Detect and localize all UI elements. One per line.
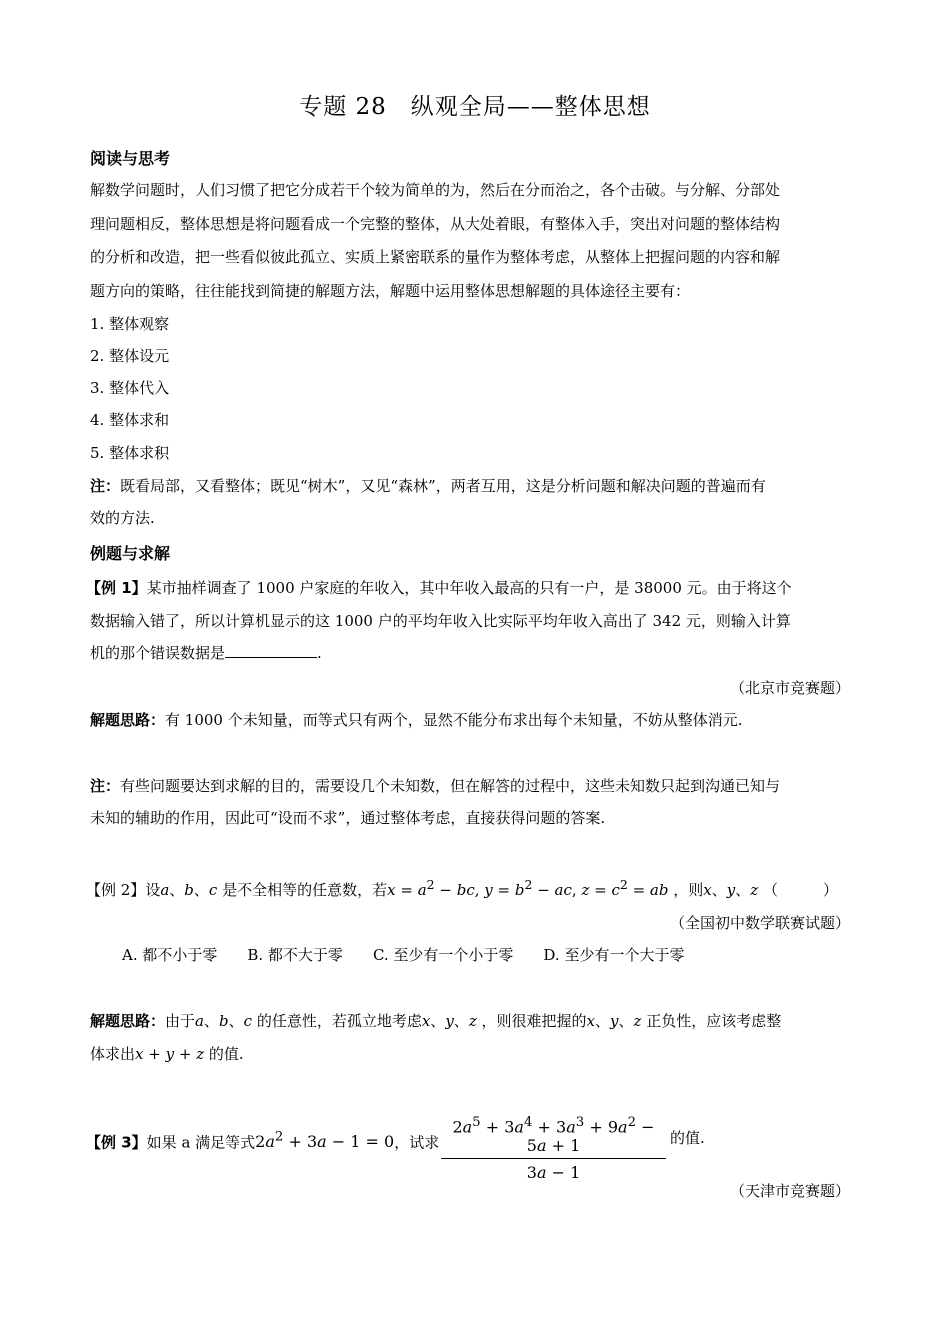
note	[90, 776, 780, 796]
hint: 解题思路：由于a、b、c 的任意性，若孤立地考虑x、y、z ，则很难把握的x、y、z 正负性，应该考虑整	[90, 1012, 782, 1030]
paragraph-line: 的分析和改造，把一些看似彼此孤立、实质上紧密联系的量作为整体考虑，从整体上把握问题的内容和解	[90, 248, 781, 266]
example-label: 【例 1】	[86, 579, 147, 597]
example-text: ，试求	[394, 1133, 440, 1152]
option-a[interactable]: A. 都不小于零	[122, 946, 218, 964]
fraction-numerator: $2a^5 + 3a^4 + 3a^3 + 9a^2 - 5a + 1$	[441, 1115, 666, 1159]
example-text: 如果 a 满足等式	[146, 1133, 256, 1152]
example-label: 【例 3】	[86, 1133, 147, 1152]
math-expression: y	[726, 881, 736, 899]
example-text: 是不全相等的任意数，若	[222, 881, 388, 899]
math-expression: y	[610, 1012, 619, 1030]
hint-text: 的值.	[208, 1045, 244, 1063]
example-text: ，则	[673, 881, 704, 899]
math-expression: b	[219, 1012, 229, 1030]
example-text: 数据输入错了，所以计算机显示的这 1000 户的平均年收入比实际平均年收入高出了 342 元，则输入计算	[90, 612, 791, 630]
source-citation: （天津市竞赛题）	[729, 1182, 850, 1200]
hint	[90, 710, 743, 730]
math-expression: b	[184, 881, 194, 899]
paragraph-line: 解数学问题时，人们习惯了把它分成若干个较为简单的为，然后在分而治之，各个击破。与分解、分部处	[90, 181, 781, 199]
source-citation: （北京市竞赛题）	[729, 679, 850, 697]
hint-continued	[90, 1044, 244, 1064]
hint-label: 解题思路：	[90, 711, 166, 729]
example-text: 机的那个错误数据是	[90, 644, 226, 662]
note-text: 有些问题要达到求解的目的，需要设几个未知数，但在解答的过程中，这些未知数只起到沟通已知与	[120, 777, 781, 795]
answer-parentheses[interactable]: （ ）	[762, 881, 838, 899]
note-label: 注：	[90, 777, 121, 795]
math-expression: z	[750, 881, 759, 899]
options	[122, 945, 714, 965]
option-c[interactable]: C. 至少有一个小于零	[372, 946, 514, 964]
note-text: 既看局部，又看整体；既见“树木”，又见“森林”，两者互用，这是分析问题和解决问题的普遍而有	[120, 477, 766, 495]
math-expression: a	[195, 1012, 204, 1030]
example-label: 【例 2】	[86, 881, 146, 899]
math-expression: a	[160, 881, 170, 899]
list-item: 3. 整体代入	[90, 379, 170, 397]
answer-blank[interactable]	[225, 643, 317, 658]
list-item: 1. 整体观察	[90, 315, 170, 333]
section-heading-examples: 例题与求解	[90, 544, 171, 563]
option-d[interactable]: D. 至少有一个大于零	[543, 946, 685, 964]
note-continued: 效的方法.	[90, 509, 155, 527]
hint-text: 体求出	[90, 1045, 136, 1063]
math-expression: c	[243, 1012, 253, 1030]
section-heading-reading: 阅读与思考	[90, 149, 171, 168]
fraction-denominator: 3a − 1	[526, 1163, 581, 1183]
example-2: 【例 2】设a、b、c 是不全相等的任意数，若$x = a^2$ − bc, $y = b^2$ − ac, $z = c^2$ = ab ，则x、y、z （ ）	[86, 877, 838, 899]
hint-label: 解题思路：	[90, 1012, 166, 1030]
source-citation: （全国初中数学联赛试题）	[669, 914, 850, 932]
example-text-line	[90, 643, 322, 663]
hint-text: 正负性，应该考虑整	[646, 1012, 782, 1030]
note-label: 注：	[90, 477, 121, 495]
paragraph-line: 题方向的策略，往往能找到简捷的解题方法，解题中运用整体思想解题的具体途径主要有：	[90, 282, 691, 300]
period: .	[317, 644, 322, 662]
math-expression: x	[421, 1012, 431, 1030]
math-expression: $2a^2 + 3a - 1 = 0$	[255, 1130, 395, 1152]
example-text: 的值.	[670, 1129, 705, 1147]
hint-text: 的任意性，若孤立地考虑	[256, 1012, 422, 1030]
hint-text: ，则很难把握的	[481, 1012, 587, 1030]
note	[90, 476, 766, 496]
list-item: 2. 整体设元	[90, 347, 170, 365]
math-expression: y	[445, 1012, 454, 1030]
hint-text: 由于	[165, 1012, 196, 1030]
math-expression: x + y + z	[135, 1045, 205, 1063]
example-1	[86, 578, 792, 598]
list-item: 4. 整体求和	[90, 411, 170, 429]
list-item: 5. 整体求积	[90, 444, 170, 462]
fraction-expression	[441, 1115, 666, 1182]
example-text: 某市抽样调查了 1000 户家庭的年收入，其中年收入最高的只有一户，是 38000 元。由于将这个	[146, 579, 792, 597]
option-b[interactable]: B. 都不大于零	[247, 946, 343, 964]
paragraph-line: 理问题相反，整体思想是将问题看成一个完整的整体，从大处着眼，有整体入手，突出对问题的整体结构	[90, 215, 781, 233]
page-title: 专题 28 纵观全局——整体思想	[299, 94, 651, 120]
math-expression: x	[586, 1012, 595, 1030]
example-text: 设	[145, 881, 161, 899]
math-expression: z	[468, 1012, 477, 1030]
math-expression: x	[703, 881, 712, 899]
hint-text: 有 1000 个未知量，而等式只有两个，显然不能分布求出每个未知量，不妨从整体消元.	[165, 711, 743, 729]
note-continued: 未知的辅助的作用，因此可“设而不求”，通过整体考虑，直接获得问题的答案.	[90, 809, 606, 827]
math-expression: z	[633, 1012, 642, 1030]
math-expression: $x = a^2$ − bc, $y = b^2$ − ac, $z = c^2$ = ab	[387, 877, 669, 899]
math-expression: c	[208, 881, 218, 899]
example-3	[86, 1128, 439, 1152]
